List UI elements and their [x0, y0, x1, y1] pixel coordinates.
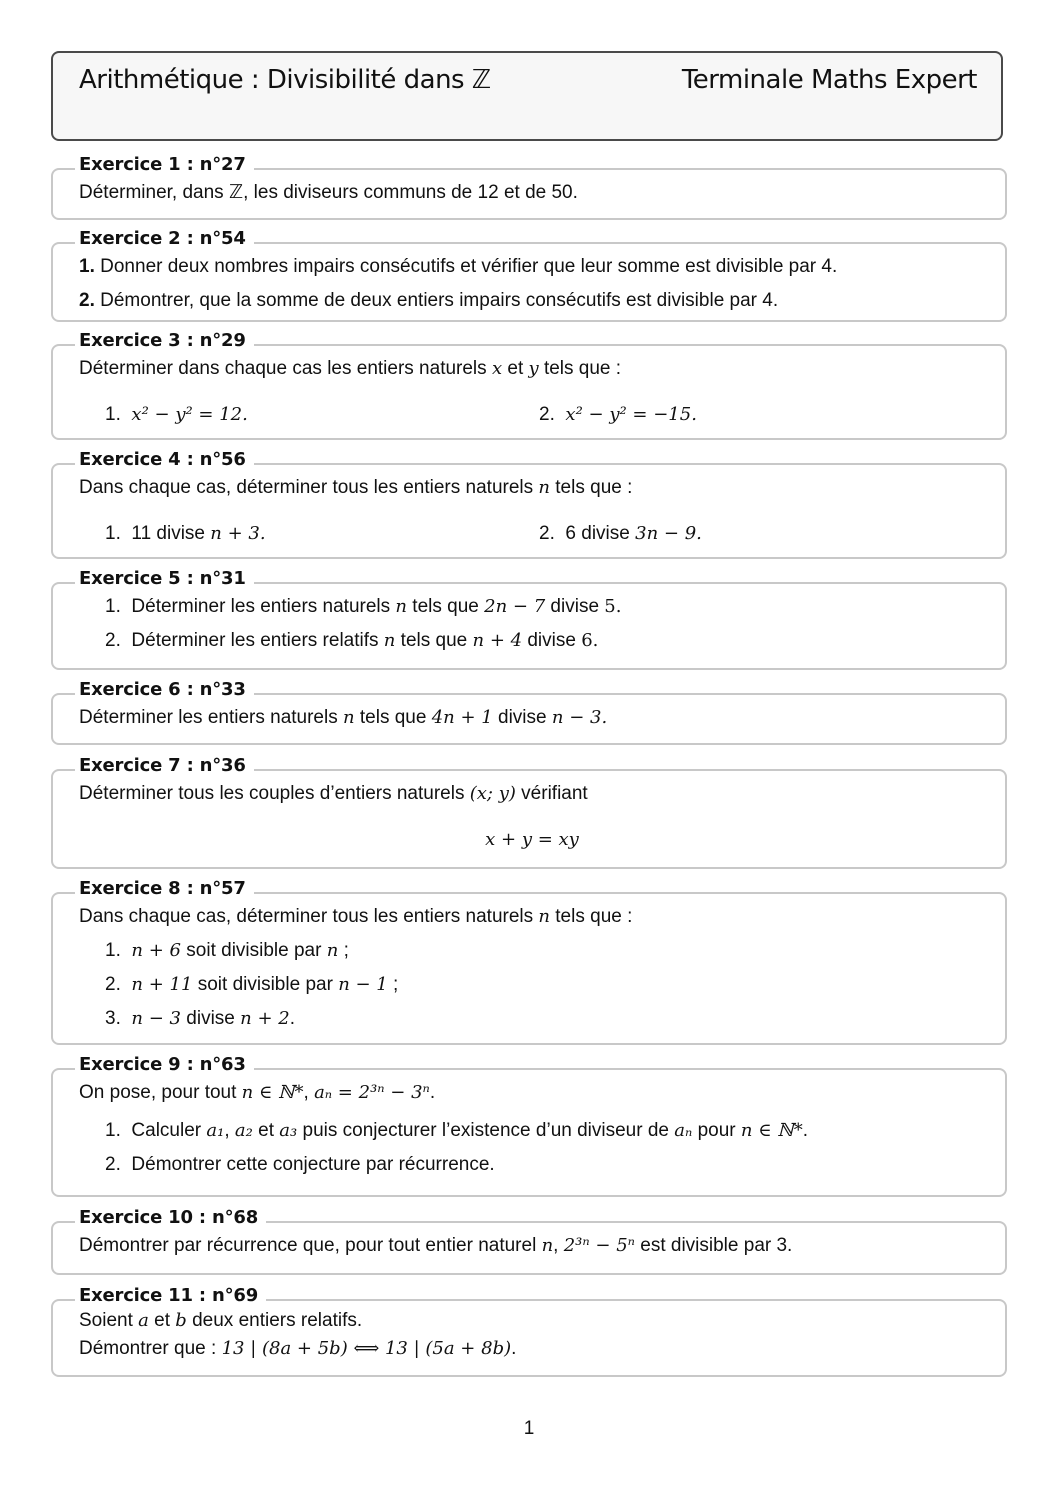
- list-item: 2. Déterminer les entiers relatifs n tels que n + 4 divise 6.: [105, 630, 599, 651]
- page-title: Arithmétique : Divisibilité dans ℤ: [79, 65, 491, 95]
- exercise-title: Exercice 4 : n°56: [75, 449, 254, 470]
- exercise-title: Exercice 7 : n°36: [75, 755, 254, 776]
- exercise-text: Soient a et b deux entiers relatifs.: [79, 1310, 363, 1331]
- exercise-10: [51, 1207, 1007, 1275]
- exercise-text: Déterminer tous les couples d’entiers naturels (x; y) vérifiant: [79, 783, 588, 804]
- list-item: 1. n + 6 soit divisible par n ;: [105, 940, 349, 961]
- exercise-title: Exercice 5 : n°31: [75, 568, 254, 589]
- exercise-title: Exercice 11 : n°69: [75, 1285, 266, 1306]
- exercise-8: [51, 878, 1007, 1045]
- exercise-intro: Déterminer dans chaque cas les entiers naturels x et y tels que :: [79, 358, 622, 379]
- list-row: [79, 398, 985, 432]
- list-item: 3. n − 3 divise n + 2.: [105, 1008, 295, 1029]
- list-item: 1. 11 divise n + 3.: [105, 523, 266, 544]
- exercise-11: [51, 1285, 1007, 1377]
- exercise-title: Exercice 8 : n°57: [75, 878, 254, 899]
- exercise-text: Déterminer les entiers naturels n tels que 4n + 1 divise n − 3.: [79, 707, 608, 728]
- exercise-intro: Dans chaque cas, déterminer tous les entiers naturels n tels que :: [79, 906, 633, 927]
- exercise-text: Déterminer, dans ℤ, les diviseurs communs de 12 et de 50.: [79, 182, 578, 203]
- exercise-2: [51, 228, 1007, 322]
- exercise-3: [51, 330, 1007, 440]
- exercise-7: [51, 755, 1007, 869]
- list-item: 2. Démontrer cette conjecture par récurrence.: [105, 1154, 495, 1175]
- exercise-text: Démontrer par récurrence que, pour tout entier naturel n, 2³ⁿ − 5ⁿ est divisible par 3.: [79, 1235, 793, 1256]
- exercise-6: [51, 679, 1007, 745]
- list-item: 2. 6 divise 3n − 9.: [539, 523, 702, 544]
- exercise-5: [51, 568, 1007, 670]
- exercise-intro: Dans chaque cas, déterminer tous les entiers naturels n tels que :: [79, 477, 633, 498]
- list-item: 1. x² − y² = 12.: [105, 404, 248, 425]
- exercise-text: Démontrer que : 13 | (8a + 5b) ⟺ 13 | (5a + 8b).: [79, 1338, 517, 1359]
- exercise-intro: On pose, pour tout n ∈ ℕ*, aₙ = 2³ⁿ − 3ⁿ.: [79, 1082, 436, 1103]
- list-item: 1. Donner deux nombres impairs consécutifs et vérifier que leur somme est divisible par 4.: [79, 256, 838, 277]
- exercise-title: Exercice 9 : n°63: [75, 1054, 254, 1075]
- exercise-title: Exercice 6 : n°33: [75, 679, 254, 700]
- list-item: 2. x² − y² = −15.: [539, 404, 697, 425]
- exercise-1: [51, 154, 1007, 220]
- exercise-title: Exercice 3 : n°29: [75, 330, 254, 351]
- list-item: 1. Déterminer les entiers naturels n tels que 2n − 7 divise 5.: [105, 596, 622, 617]
- exercise-title: Exercice 2 : n°54: [75, 228, 254, 249]
- list-item: 2. n + 11 soit divisible par n − 1 ;: [105, 974, 399, 995]
- exercise-title: Exercice 10 : n°68: [75, 1207, 266, 1228]
- list-item: 1. Calculer a₁, a₂ et a₃ puis conjecturer l’existence d’un diviseur de aₙ pour n ∈ ℕ*.: [105, 1120, 808, 1141]
- exercise-4: [51, 449, 1007, 559]
- page-number: 1: [523, 1418, 535, 1439]
- exercise-9: [51, 1054, 1007, 1197]
- list-row: [79, 517, 985, 551]
- list-item: 2. Démontrer, que la somme de deux entiers impairs consécutifs est divisible par 4.: [79, 290, 779, 311]
- course-level: Terminale Maths Expert: [681, 65, 977, 95]
- display-equation: x + y = xy: [485, 829, 579, 850]
- exercise-title: Exercice 1 : n°27: [75, 154, 254, 175]
- document-header: [51, 51, 1003, 141]
